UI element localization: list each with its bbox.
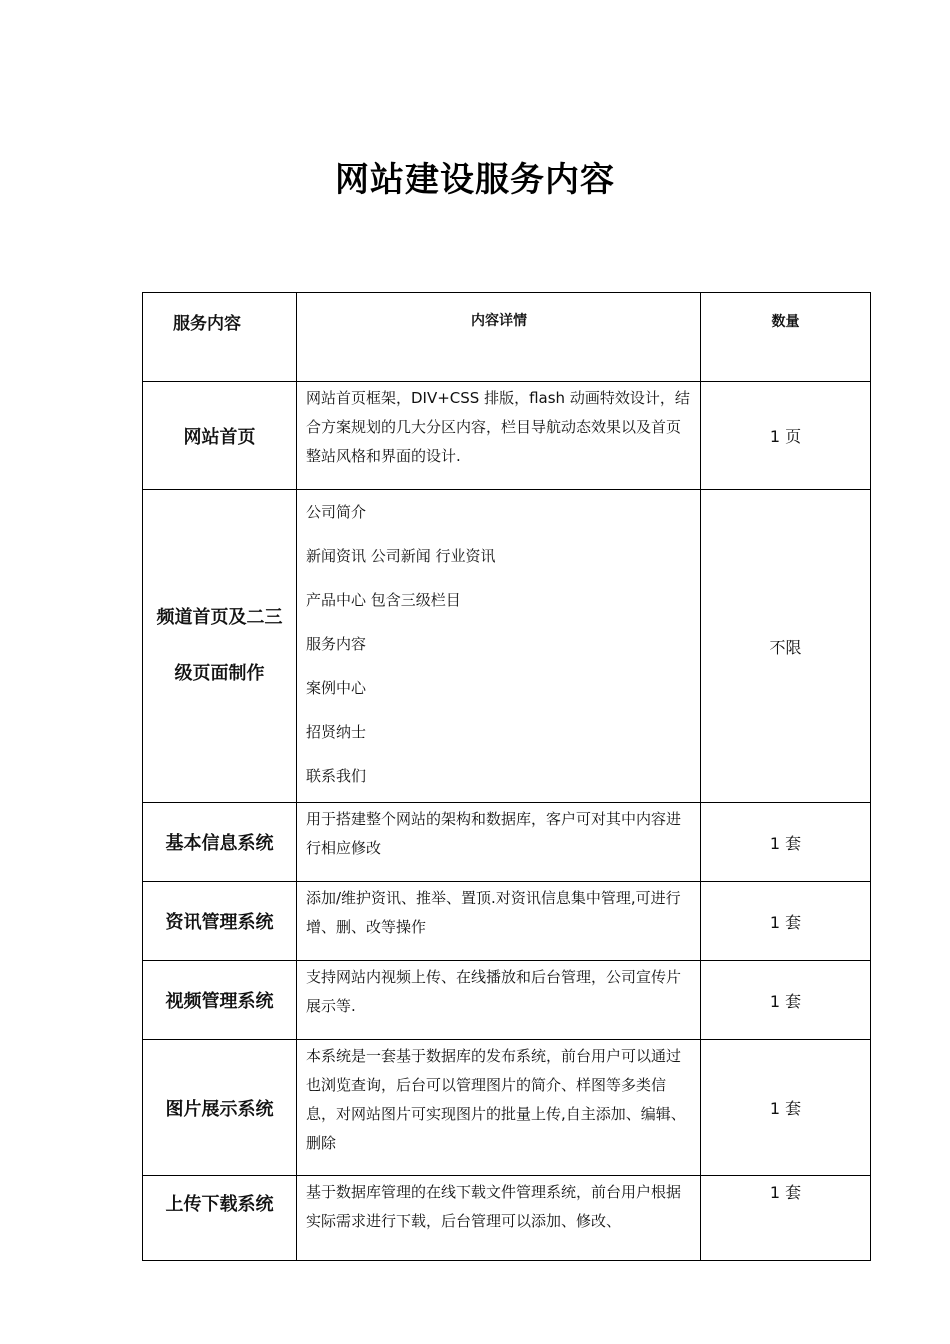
service-name-line: 频道首页及二三 xyxy=(156,607,283,628)
table-header-row xyxy=(143,293,871,382)
channel-item: 服务内容 xyxy=(306,635,367,653)
table-row xyxy=(143,490,871,803)
service-name-line: 级页面制作 xyxy=(174,663,265,684)
table-row xyxy=(143,961,871,1040)
service-quantity: 1 套 xyxy=(701,961,871,1040)
table-row xyxy=(143,803,871,882)
table-row xyxy=(143,382,871,490)
channel-item: 招贤纳士 xyxy=(306,723,367,741)
header-quantity: 数量 xyxy=(701,293,871,382)
header-service: 服务内容 xyxy=(143,293,297,382)
service-name: 资讯管理系统 xyxy=(143,882,297,961)
channel-item: 联系我们 xyxy=(306,767,367,785)
service-detail-text: 基于数据库管理的在线下载文件管理系统，前台用户根据实际需求进行下载，后台管理可以添加、修改、 xyxy=(306,1183,682,1230)
table-row xyxy=(143,1040,871,1176)
service-detail xyxy=(297,1176,701,1261)
service-table xyxy=(142,292,871,1261)
service-name: 图片展示系统 xyxy=(143,1040,297,1176)
channel-item: 新闻资讯 公司新闻 行业资讯 xyxy=(306,547,496,565)
channel-item: 产品中心 包含三级栏目 xyxy=(306,591,461,609)
service-name: 网站首页 xyxy=(143,382,297,490)
service-name: 上传下载系统 xyxy=(143,1176,297,1261)
table-row xyxy=(143,1176,871,1261)
service-name: 基本信息系统 xyxy=(143,803,297,882)
service-quantity: 不限 xyxy=(701,490,871,803)
service-quantity: 1 套 xyxy=(701,1176,871,1261)
service-detail: 本系统是一套基于数据库的发布系统，前台用户可以通过也浏览查询，后台可以管理图片的简介、样图等多类信息，对网站图片可实现图片的批量上传,自主添加、编辑、删除 xyxy=(297,1040,701,1176)
service-name xyxy=(143,490,297,803)
service-name: 视频管理系统 xyxy=(143,961,297,1040)
service-quantity: 1 套 xyxy=(701,1040,871,1176)
channel-item: 公司简介 xyxy=(306,503,367,521)
service-detail: 添加/维护资讯、推举、置顶.对资讯信息集中管理,可进行增、删、改等操作 xyxy=(297,882,701,961)
table-row xyxy=(143,882,871,961)
header-detail: 内容详情 xyxy=(297,293,701,382)
channel-item: 案例中心 xyxy=(306,679,367,697)
service-detail xyxy=(297,490,701,803)
service-detail: 网站首页框架，DIV+CSS 排版，flash 动画特效设计，结合方案规划的几大分区内容，栏目导航动态效果以及首页整站风格和界面的设计. xyxy=(297,382,701,490)
service-quantity: 1 页 xyxy=(701,382,871,490)
service-detail: 用于搭建整个网站的架构和数据库，客户可对其中内容进行相应修改 xyxy=(297,803,701,882)
service-detail: 支持网站内视频上传、在线播放和后台管理，公司宣传片展示等. xyxy=(297,961,701,1040)
service-quantity: 1 套 xyxy=(701,803,871,882)
service-quantity: 1 套 xyxy=(701,882,871,961)
page-title: 网站建设服务内容 xyxy=(335,160,615,200)
